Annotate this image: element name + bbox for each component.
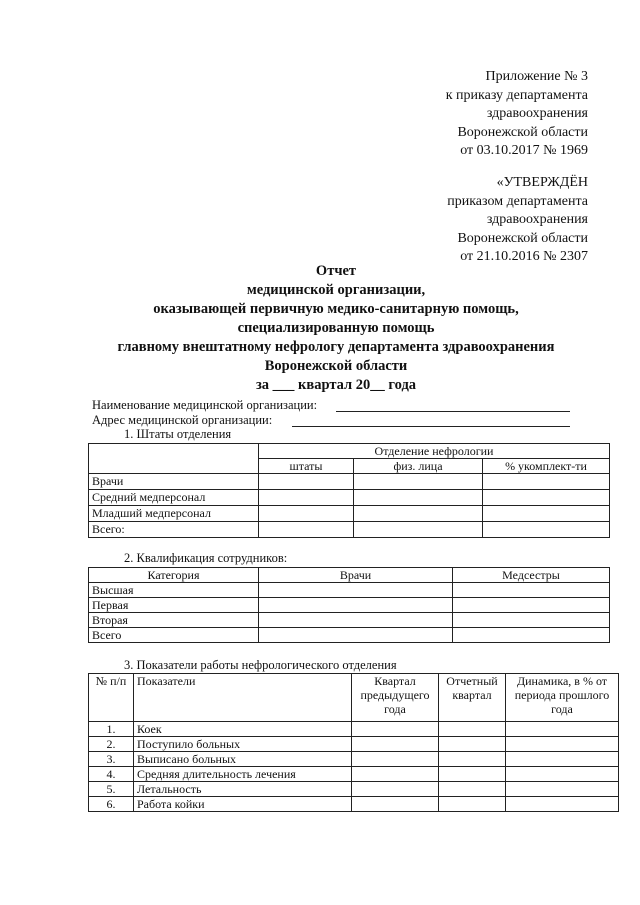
ind-cell[interactable] (506, 797, 619, 812)
qual-cell[interactable] (453, 598, 610, 613)
section2-heading: 2. Квалификация сотрудников: (124, 551, 288, 565)
ind-col-prev: Квартал предыдущего года (352, 674, 439, 722)
ind-row-num: 6. (89, 797, 134, 812)
appendix-line: к приказу департамента (445, 87, 588, 103)
approved-line: Воронежской области (457, 230, 588, 246)
staff-col-header: % укомплект-ти (483, 459, 610, 474)
qual-cell[interactable] (259, 598, 453, 613)
appendix-line: Воронежской области (457, 124, 588, 140)
qual-row-label: Всего (89, 628, 259, 643)
title-line: главному внештатному нефрологу департамента здравоохранения (117, 339, 555, 355)
ind-cell[interactable] (506, 737, 619, 752)
title-line: медицинской организации, (246, 282, 426, 298)
ind-cell[interactable] (506, 782, 619, 797)
ind-cell[interactable] (439, 737, 506, 752)
ind-row-label: Средняя длительность лечения (134, 767, 352, 782)
ind-row-num: 1. (89, 722, 134, 737)
ind-cell[interactable] (439, 797, 506, 812)
org-address-label: Адрес медицинской организации: (92, 413, 273, 427)
qual-row-label: Вторая (89, 613, 259, 628)
org-address-field[interactable] (292, 426, 570, 427)
qual-cell[interactable] (259, 613, 453, 628)
staff-blank-header (89, 444, 259, 459)
staff-cell[interactable] (483, 490, 610, 506)
report-title (36, 262, 636, 395)
ind-col-report: Отчетный квартал (439, 674, 506, 722)
ind-cell[interactable] (352, 782, 439, 797)
staff-cell[interactable] (354, 522, 483, 538)
qual-cell[interactable] (453, 628, 610, 643)
ind-row-num: 3. (89, 752, 134, 767)
ind-row-label: Работа койки (134, 797, 352, 812)
staff-blank-header (89, 459, 259, 474)
appendix-line: от 03.10.2017 № 1969 (460, 143, 588, 158)
approved-line: от 21.10.2016 № 2307 (460, 249, 588, 264)
ind-row-num: 2. (89, 737, 134, 752)
approved-line: здравоохранения (486, 212, 588, 227)
staff-cell[interactable] (354, 474, 483, 490)
ind-cell[interactable] (352, 797, 439, 812)
ind-row-label: Поступило больных (134, 737, 352, 752)
staff-row-label: Младший медперсонал (89, 506, 259, 522)
ind-cell[interactable] (352, 722, 439, 737)
appendix-line: здравоохранения (486, 106, 588, 121)
qual-cell[interactable] (453, 613, 610, 628)
qual-cell[interactable] (259, 583, 453, 598)
ind-cell[interactable] (506, 722, 619, 737)
qual-col-header: Категория (89, 568, 259, 583)
org-name-label: Наименование медицинской организации: (92, 398, 318, 412)
qual-col-header: Врачи (259, 568, 453, 583)
ind-row-label: Выписано больных (134, 752, 352, 767)
staff-cell[interactable] (483, 522, 610, 538)
staff-row-label: Врачи (89, 474, 259, 490)
staff-cell[interactable] (259, 490, 354, 506)
appendix-block (446, 68, 588, 161)
ind-cell[interactable] (352, 752, 439, 767)
ind-row-label: Летальность (134, 782, 352, 797)
title-line: специализированную помощь (237, 320, 435, 336)
qual-col-header: Медсестры (453, 568, 610, 583)
section1-heading: 1. Штаты отделения (124, 427, 232, 441)
ind-col-dynamic: Динамика, в % от периода прошлого года (506, 674, 619, 722)
ind-cell[interactable] (439, 722, 506, 737)
ind-cell[interactable] (352, 737, 439, 752)
section3-heading: 3. Показатели работы нефрологического отделения (124, 658, 397, 672)
staff-group-header: Отделение нефрологии (259, 444, 610, 459)
staff-col-header: физ. лица (354, 459, 483, 474)
staff-table (88, 443, 610, 538)
ind-row-label: Коек (134, 722, 352, 737)
ind-cell[interactable] (439, 767, 506, 782)
approved-line: «УТВЕРЖДЁН (496, 175, 588, 190)
ind-col-num: № п/п (89, 674, 134, 722)
staff-row-label: Средний медперсонал (89, 490, 259, 506)
title-line: Воронежской области (264, 358, 408, 374)
ind-col-indicator: Показатели (134, 674, 352, 722)
approved-line: приказом департамента (447, 193, 588, 209)
ind-row-num: 5. (89, 782, 134, 797)
ind-cell[interactable] (506, 752, 619, 767)
ind-row-num: 4. (89, 767, 134, 782)
staff-row-label: Всего: (89, 522, 259, 538)
ind-cell[interactable] (506, 767, 619, 782)
title-line: Отчет (315, 263, 357, 279)
org-name-field[interactable] (336, 411, 570, 412)
staff-cell[interactable] (354, 506, 483, 522)
appendix-line: Приложение № 3 (485, 69, 588, 84)
title-line: за ___ квартал 20__ года (255, 377, 417, 393)
indicators-table (88, 673, 619, 812)
qualification-table (88, 567, 610, 643)
title-line: оказывающей первичную медико-санитарную помощь, (153, 301, 519, 317)
approved-block (447, 174, 588, 267)
qual-cell[interactable] (453, 583, 610, 598)
qual-cell[interactable] (259, 628, 453, 643)
ind-cell[interactable] (352, 767, 439, 782)
staff-cell[interactable] (259, 522, 354, 538)
staff-cell[interactable] (483, 506, 610, 522)
qual-row-label: Первая (89, 598, 259, 613)
staff-col-header: штаты (259, 459, 354, 474)
ind-cell[interactable] (439, 752, 506, 767)
staff-cell[interactable] (354, 490, 483, 506)
staff-cell[interactable] (259, 506, 354, 522)
staff-cell[interactable] (259, 474, 354, 490)
qual-row-label: Высшая (89, 583, 259, 598)
staff-cell[interactable] (483, 474, 610, 490)
ind-cell[interactable] (439, 782, 506, 797)
